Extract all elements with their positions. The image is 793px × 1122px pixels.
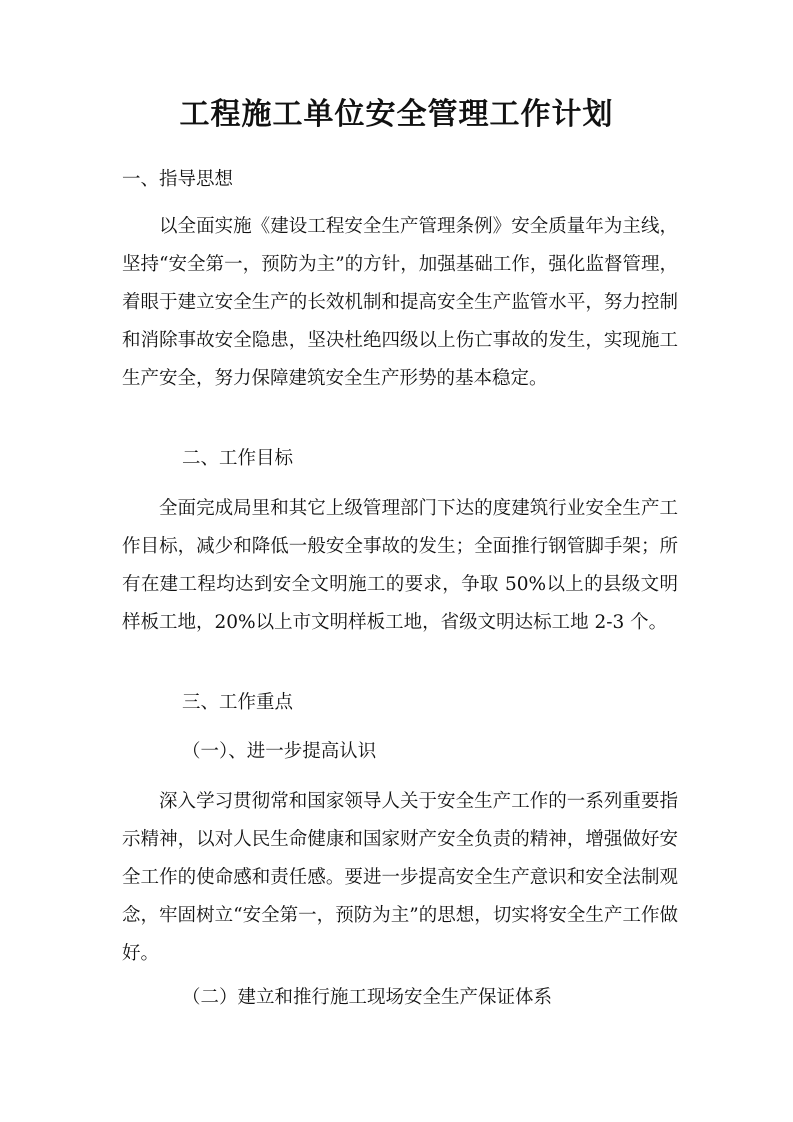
- subsection-heading-raise-awareness: （一）、进一步提高认识: [182, 741, 377, 762]
- section-heading-guiding-thought: 一、指导思想: [122, 169, 234, 190]
- section-heading-work-goals: 二、工作目标: [182, 448, 294, 469]
- document-title: 工程施工单位安全管理工作计划: [179, 97, 614, 132]
- paragraph-guiding-thought: 以全面实施《建设工程安全生产管理条例》安全质量年为主线，坚持“安全第一，预防为主”的方针，加强基础工作，强化监督管理，着眼于建立安全生产的长效机制和提高安全生产监管水平，努力控制和消除事故安全隐患，坚决杜绝四级以上伤亡事故的发生，实现施工生产安全，努力保障建筑安全生产形势的基本稳定。: [122, 216, 678, 389]
- paragraph-raise-awareness: 深入学习贯彻常和国家领导人关于安全生产工作的一系列重要指示精神，以对人民生命健康和国家财产安全负责的精神，增强做好安全工作的使命感和责任感。要进一步提高安全生产意识和安全法制观念，牢固树立“安全第一，预防为主”的思想，切实将安全生产工作做好。: [122, 791, 678, 964]
- section-heading-work-focus: 三、工作重点: [182, 692, 294, 713]
- subsection-heading-safety-system: （二）建立和推行施工现场安全生产保证体系: [182, 987, 553, 1008]
- paragraph-work-goals: 全面完成局里和其它上级管理部门下达的度建筑行业安全生产工作目标，减少和降低一般安全事故的发生；全面推行钢管脚手架；所有在建工程均达到安全文明施工的要求，争取 50%以上的县级文明样板工地，20%以上市文明样板工地，省级文明达标工地 2-3 个。: [122, 498, 678, 633]
